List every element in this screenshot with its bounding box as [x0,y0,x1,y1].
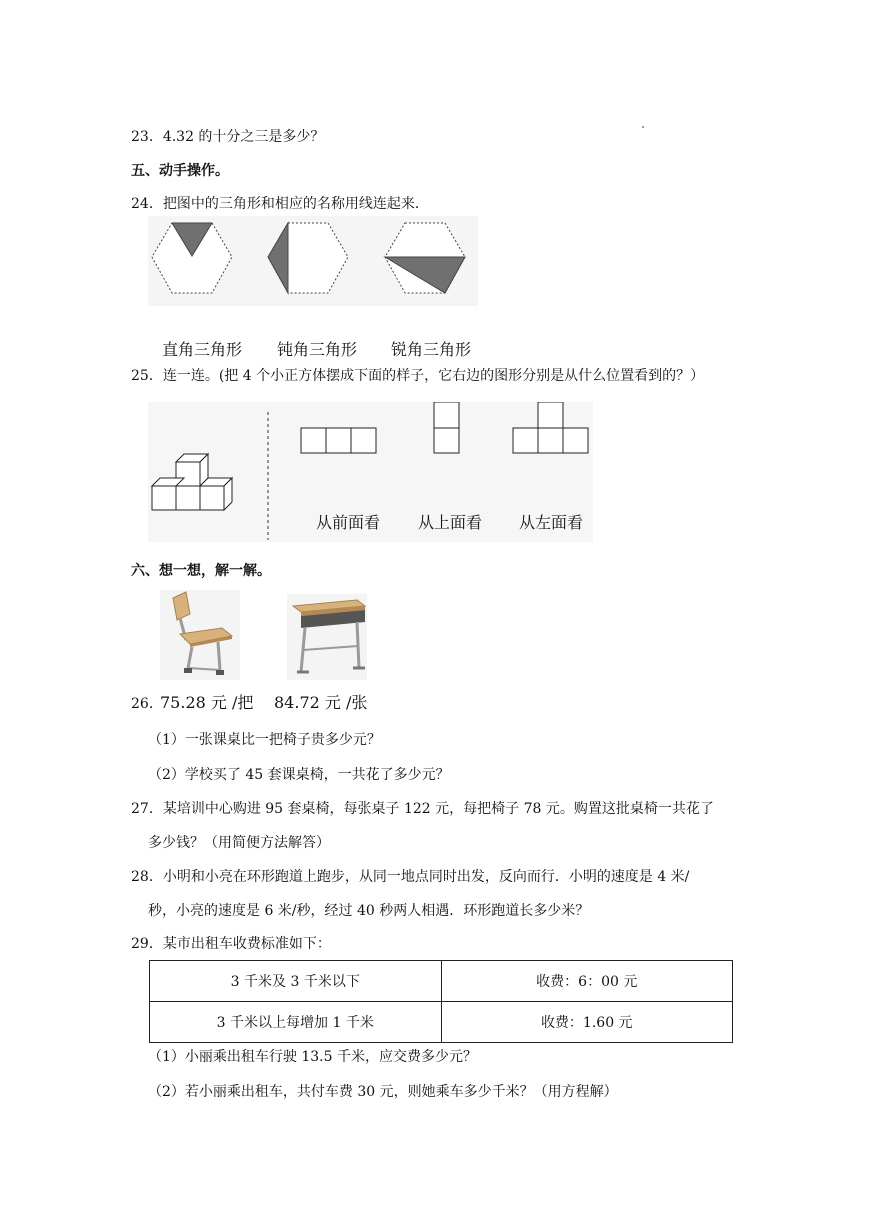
view-label-left: 从左面看 [519,513,584,532]
table-cell: 收费：6：00 元 [441,961,733,1002]
view-shape-2 [434,402,459,453]
question-28-line-2: 秒，小亮的速度是 6 米/秒，经过 40 秒两人相遇．环形跑道长多少米？ [148,903,590,919]
triangle-name-obtuse: 钝角三角形 [277,340,358,359]
view-shape-1 [301,428,376,453]
section-6-heading: 六、想一想，解一解。 [131,563,271,579]
table-cell: 3 千米及 3 千米以下 [150,961,442,1002]
stray-dot [642,126,644,128]
chair-price: 75.28 元 /把 [160,693,254,712]
table-row [150,961,733,1002]
question-29-sub-2: （2）若小丽乘出租车，共付车费 30 元，则她乘车多少千米？（用方程解） [148,1084,618,1100]
triangle-name-acute: 锐角三角形 [391,340,472,359]
table-cell: 3 千米以上每增加 1 千米 [150,1002,442,1043]
question-23: 23．4.32 的十分之三是多少？ [131,129,325,145]
question-26-number: 26． [131,696,163,712]
hexagon-figures [148,216,478,306]
view-label-front: 从前面看 [316,513,381,532]
chair-image [160,590,240,680]
fare-table [149,960,733,1043]
question-28-line-1: 28．小明和小亮在环形跑道上跑步，从同一地点同时出发，反向而行．小明的速度是 4 米/ [131,869,690,885]
triangle-name-right: 直角三角形 [162,340,243,359]
question-27-line-2: 多少钱？（用简便方法解答） [148,835,330,851]
question-25: 25．连一连。(把 4 个小正方体摆成下面的样子，它右边的图形分别是从什么位置看到的？） [131,368,705,384]
desk-image [287,594,367,680]
table-row [150,1002,733,1043]
question-27-line-1: 27．某培训中心购进 95 套桌椅，每张桌子 122 元，每把椅子 78 元。购置这批桌椅一共花了 [131,801,714,817]
question-26-sub-1: （1）一张课桌比一把椅子贵多少元？ [148,732,381,748]
question-24: 24．把图中的三角形和相应的名称用线连起来． [131,196,429,212]
question-26-sub-2: （2）学校买了 45 套课桌椅，一共花了多少元？ [148,767,450,783]
desk-price: 84.72 元 /张 [274,693,368,712]
question-29-sub-1: （1）小丽乘出租车行驶 13.5 千米，应交费多少元？ [148,1049,477,1065]
table-cell: 收费：1.60 元 [441,1002,733,1043]
question-29-intro: 29．某市出租车收费标准如下： [131,936,331,952]
view-label-top: 从上面看 [418,513,483,532]
section-5-heading: 五、动手操作。 [131,163,229,179]
